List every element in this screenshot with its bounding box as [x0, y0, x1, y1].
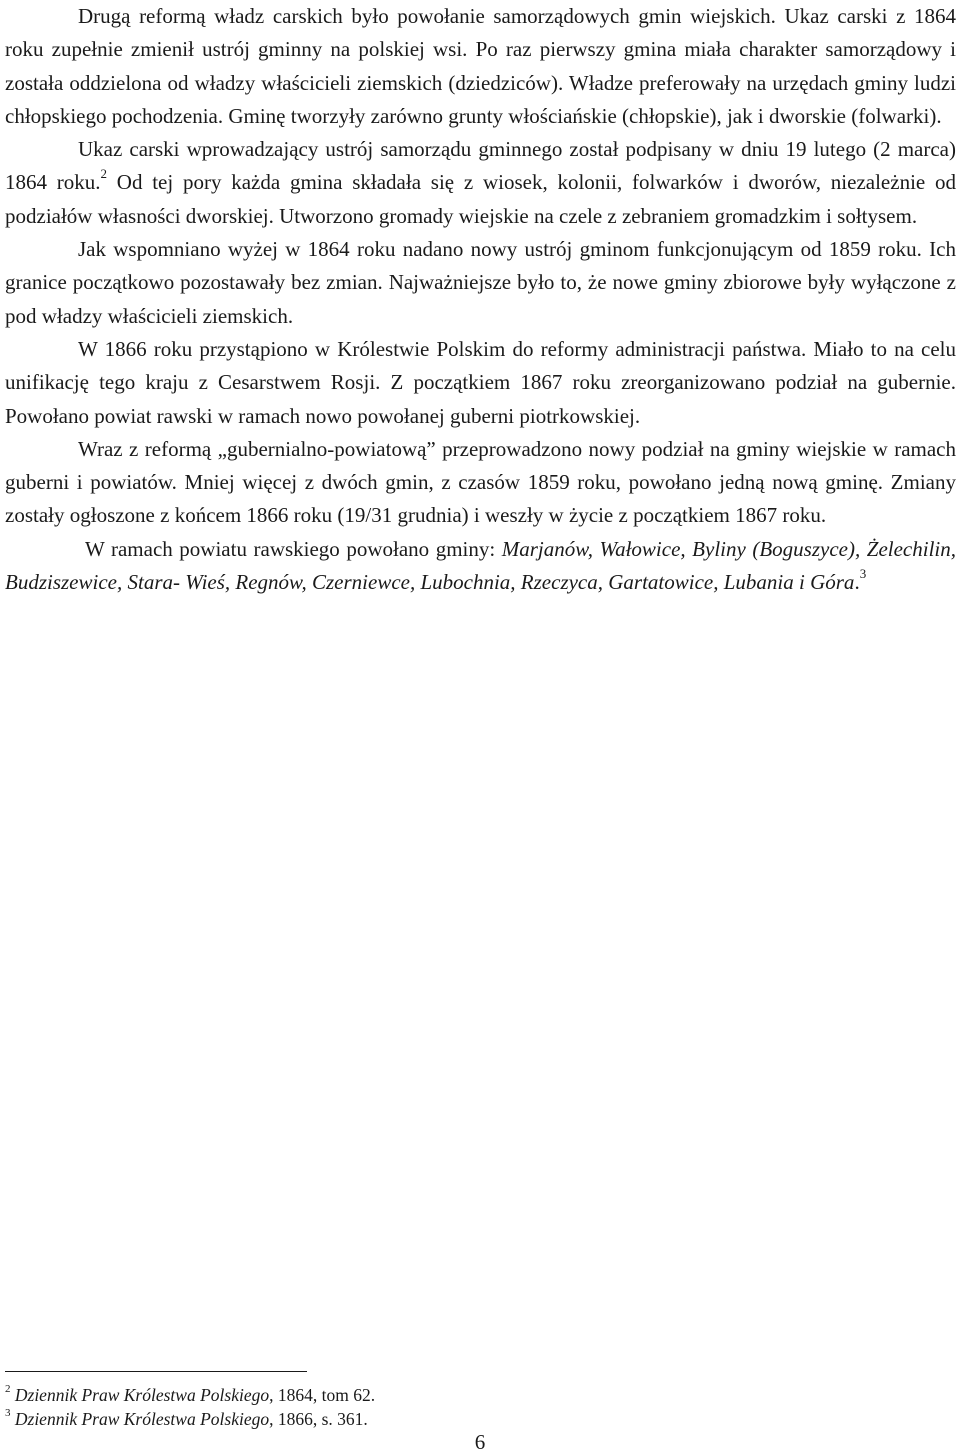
page-number: 6: [474, 1430, 486, 1454]
footnote-2: [5, 1383, 945, 1407]
footnote-separator: [5, 1371, 307, 1372]
paragraph-4: W 1866 roku przystąpiono w Królestwie Polskim do reformy administracji państwa. Miało to na celu unifikację tego kraju z Cesarstwem Rosji. Z początkiem 1867 roku zreorganizowano podział na gubernie. Powołano powiat rawski w ramach nowo powołanej guberni piotrkowskiej.: [5, 336, 956, 428]
paragraph-1: Drugą reformą władz carskich było powołanie samorządowych gmin wiejskich. Ukaz carski z 1864 roku zupełnie zmienił ustrój gminny na polskiej wsi. Po raz pierwszy gmina miała charakter samorządowy i została oddzielona od władzy właścicieli ziemskich (dziedziców). Władze preferowały na urzędach gminy ludzi chłopskiego pochodzenia. Gminę tworzyły zarówno grunty włościańskie (chłopskie), jak i dworskie (folwarki).: [5, 4, 956, 128]
footnote-source-title: Dziennik Praw Królestwa Polskiego: [14, 1385, 270, 1405]
footnote-ref-2[interactable]: 2: [100, 166, 108, 182]
footnote-number: 2: [5, 1383, 11, 1396]
footnote-source-detail: , 1864, tom 62.: [269, 1385, 376, 1405]
paragraph-5: Wraz z reformą „gubernialno-powiatową” przeprowadzono nowy podział na gminy wiejskie w ramach guberni i powiatów. Mniej więcej z dwóch gmin, z czasów 1859 roku, powołano jedną nową gminę. Zmiany zostały ogłoszone z końcem 1866 roku (19/31 grudnia) i weszły w życie z początkiem 1867 roku.: [5, 436, 956, 528]
paragraph-2-end: Od tej pory każda gmina składała się z wiosek, kolonii, folwarków i dworów, niezależnie od podziałów własności dworskiej. Utworzono gromady wiejskie na czele z zebraniem gromadzkim i sołtysem.: [5, 170, 956, 228]
paragraph-6-start: W ramach powiatu rawskiego powołano gminy:: [85, 536, 502, 561]
main-text: [5, 0, 956, 599]
footnote-source-title: Dziennik Praw Królestwa Polskiego: [14, 1409, 270, 1429]
paragraph-3: Jak wspomniano wyżej w 1864 roku nadano nowy ustrój gminom funkcjonującym od 1859 roku. Ich granice początkowo pozostawały bez zmian. Najważniejsze było to, że nowe gminy zbiorowe były wyłączone z pod władzy właścicieli ziemskich.: [5, 237, 956, 328]
footnote-source-detail: , 1866, s. 361.: [269, 1409, 368, 1429]
paragraph-2-start: Ukaz carski wprowadzający ustrój samorządu gminnego został podpisany w dniu 19 lutego (2 marca) 1864 roku.: [5, 137, 956, 195]
paragraph-2: [5, 133, 956, 233]
footnote-number: 3: [5, 1407, 11, 1420]
gmina-list: Marjanów, Wałowice, Byliny (Boguszyce), Żelechilin, Budziszewice, Stara- Wieś, Regnów, Czerniewce, Lubochnia, Rzeczyca, Gartatowice, Lubania i Góra: [5, 536, 956, 595]
footnote-ref-3[interactable]: 3: [859, 566, 867, 582]
footnote-3: [5, 1407, 945, 1431]
paragraph-6: [5, 533, 956, 600]
paragraph-6-end: .: [854, 570, 860, 595]
footnotes: [5, 1383, 945, 1431]
